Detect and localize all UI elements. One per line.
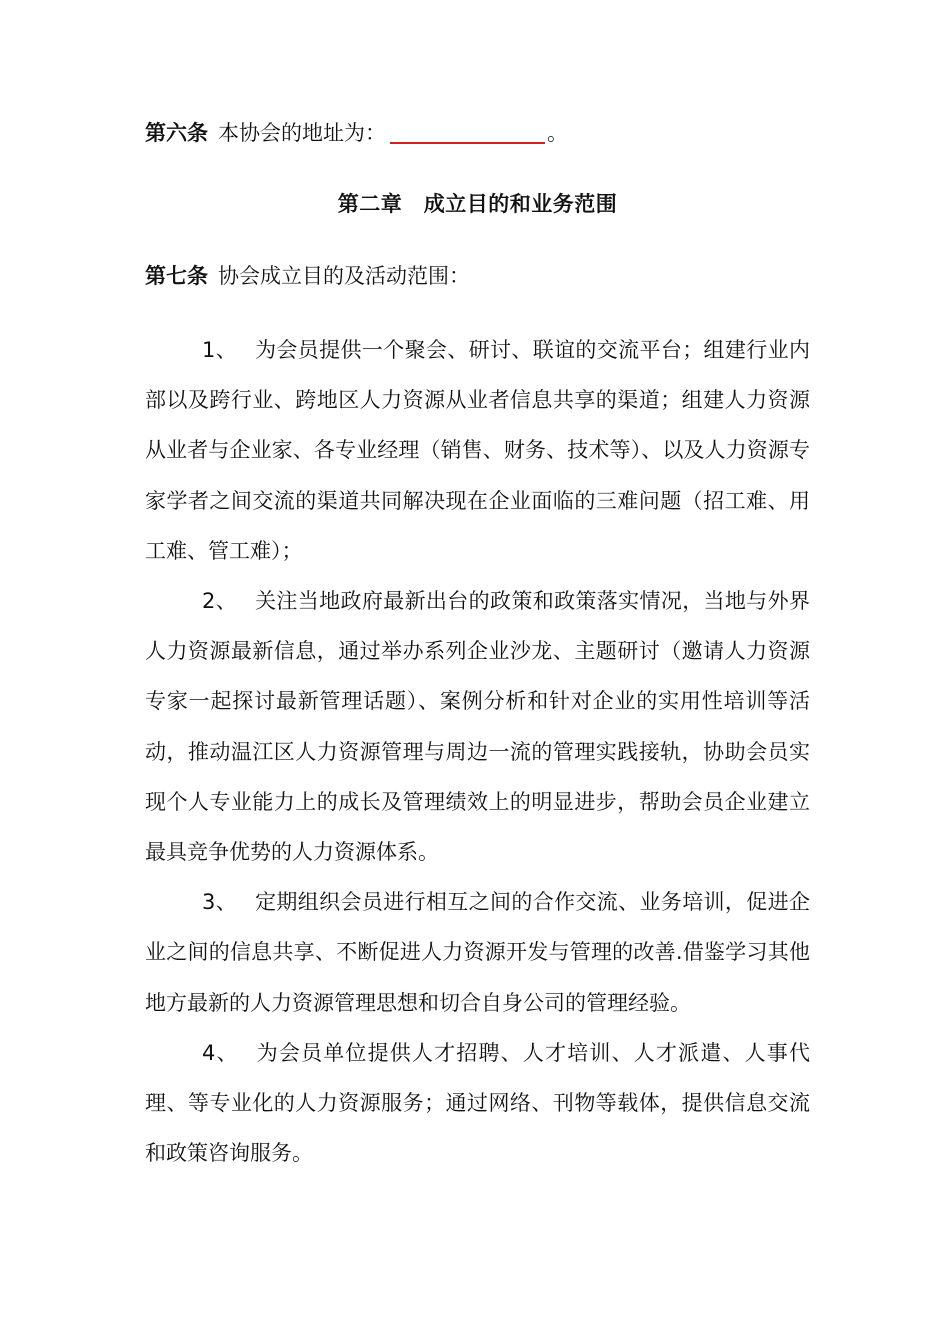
article-7-text: 协会成立目的及活动范围： bbox=[218, 264, 470, 288]
list-item-number: 2、 bbox=[202, 589, 238, 614]
list-item-number: 3、 bbox=[202, 890, 238, 915]
article-6-period: 。 bbox=[547, 121, 568, 145]
article-7 bbox=[145, 261, 470, 291]
article-6-label: 第六条 bbox=[145, 121, 208, 145]
article-6-text: 本协会的地址为： bbox=[218, 121, 386, 145]
article-7-label: 第七条 bbox=[145, 264, 208, 288]
list-item bbox=[145, 576, 810, 877]
list-item-text: 定期组织会员进行相互之间的合作交流、业务培训，促进企业之间的信息共享、不断促进人力资源开发与管理的改善.借鉴学习其他地方最新的人力资源管理思想和切合自身公司的管理经验。 bbox=[145, 890, 810, 1015]
list-item bbox=[145, 325, 810, 576]
list-item-number: 1、 bbox=[202, 338, 238, 362]
address-blank-field[interactable] bbox=[390, 120, 545, 144]
article-6 bbox=[145, 118, 568, 148]
list-item bbox=[145, 877, 810, 1028]
list-item-number: 4、 bbox=[202, 1040, 239, 1065]
list-item bbox=[145, 1028, 810, 1179]
list-item-text: 为会员提供一个聚会、研讨、联谊的交流平台；组建行业内部以及跨行业、跨地区人力资源从业者信息共享的渠道；组建人力资源从业者与企业家、各专业经理（销售、财务、技术等）、以及人力资源专家学者之间交流的渠道共同解决现在企业面临的三难问题（招工难、用工难、管工难）； bbox=[145, 338, 810, 563]
article-7-items bbox=[145, 325, 810, 1178]
chapter-2-title: 第二章 成立目的和业务范围 bbox=[337, 192, 618, 216]
list-item-text: 关注当地政府最新出台的政策和政策落实情况，当地与外界人力资源最新信息，通过举办系列企业沙龙、主题研讨（邀请人力资源专家一起探讨最新管理话题）、案例分析和针对企业的实用性培训等活动，推动温江区人力资源管理与周边一流的管理实践接轨，协助会员实现个人专业能力上的成长及管理绩效上的明显进步，帮助会员企业建立最具竞争优势的人力资源体系。 bbox=[145, 589, 810, 865]
list-item-text: 为会员单位提供人才招聘、人才培训、人才派遣、人事代理、等专业化的人力资源服务；通过网络、刊物等载体，提供信息交流和政策咨询服务。 bbox=[145, 1040, 810, 1166]
